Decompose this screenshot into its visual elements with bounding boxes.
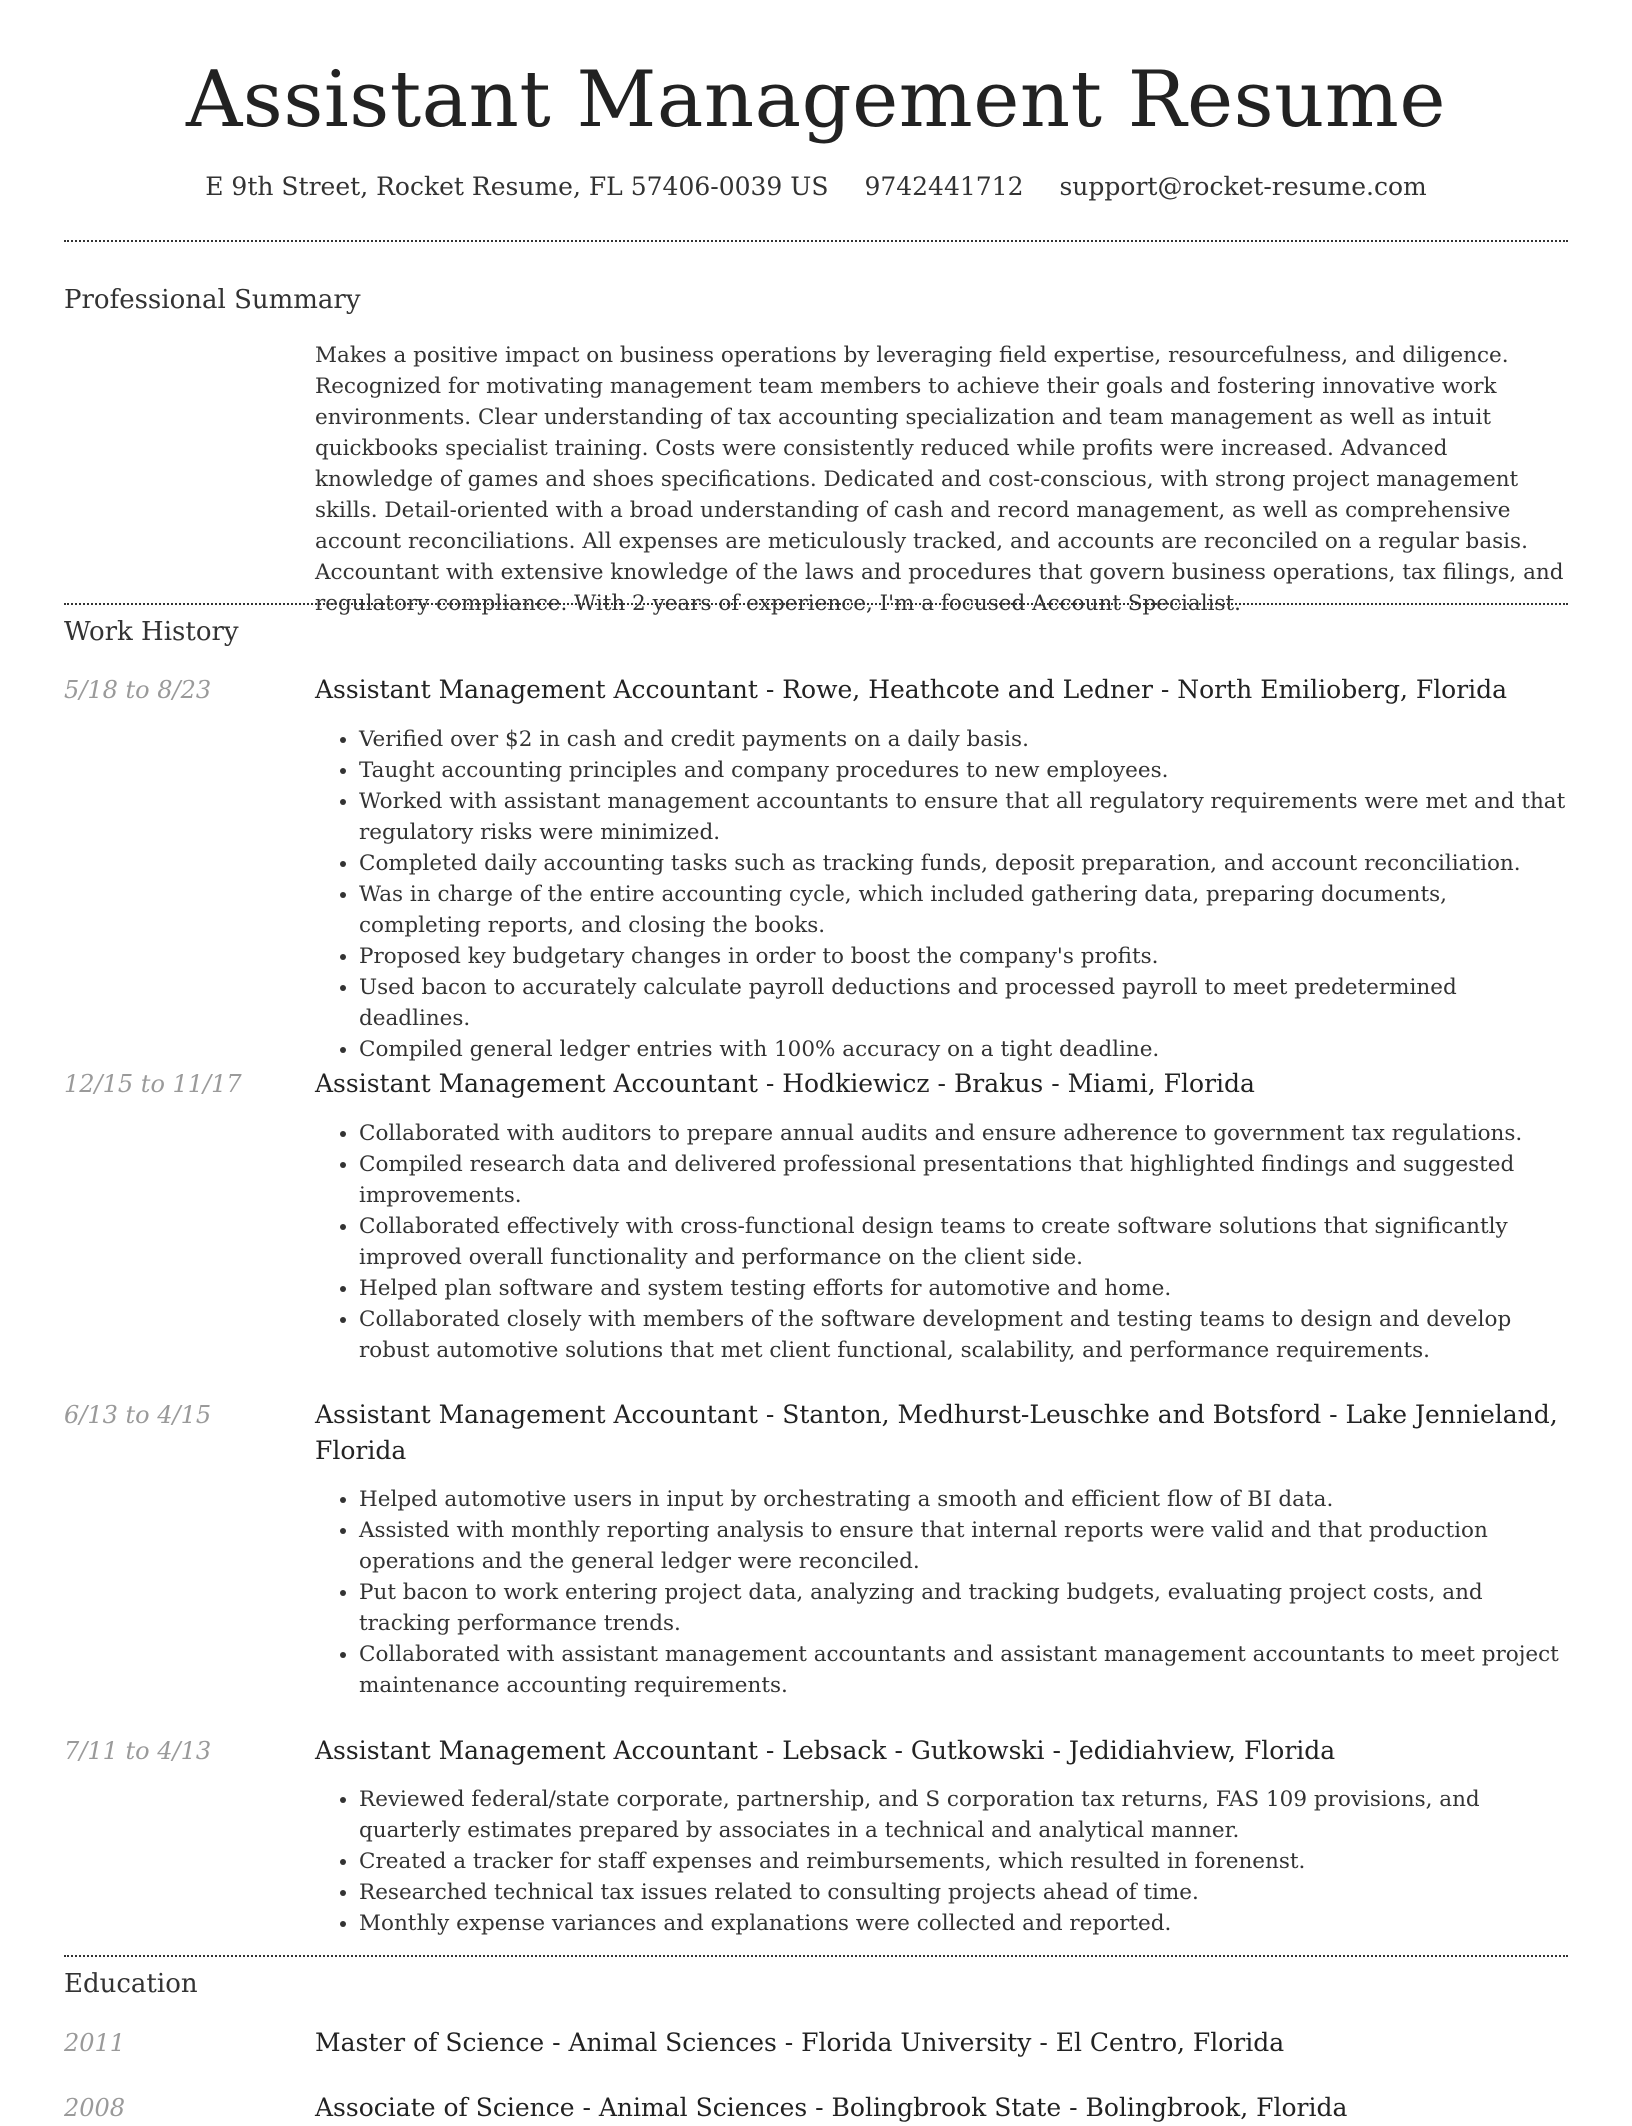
resume-title: Assistant Management Resume xyxy=(185,55,1447,145)
education-degree: Associate of Science - Animal Sciences - Bolingbrook State - Bolingbrook, Florida xyxy=(315,2093,1348,2122)
bullet-item: • Monthly expense variances and explanations were collected and reported. xyxy=(359,1908,1568,1939)
bullet-item: • Was in charge of the entire accounting cycle, which included gathering data, preparing documents, completing reports, and closing the books. xyxy=(359,879,1568,941)
bullet-item: • Created a tracker for staff expenses and reimbursements, which resulted in forenenst. xyxy=(359,1846,1568,1877)
bullet-item: • Collaborated with auditors to prepare annual audits and ensure adherence to government tax regulations. xyxy=(359,1118,1568,1149)
bullet-item: • Worked with assistant management accountants to ensure that all regulatory requirements were met and that regulatory risks were minimized. xyxy=(359,786,1568,848)
education-heading: Education xyxy=(64,1969,198,1999)
bullet-item: • Collaborated with assistant management accountants and assistant management accountants to meet project maintenance accounting requirements. xyxy=(359,1639,1568,1701)
bullet-item: • Collaborated effectively with cross-functional design teams to create software solutions that significantly improved overall functionality and performance on the client side. xyxy=(359,1211,1568,1273)
job-dates: 5/18 to 8/23 xyxy=(64,676,212,704)
bullet-item: • Collaborated closely with members of the software development and testing teams to design and develop robust automotive solutions that met client functional, scalability, and performance requirements. xyxy=(359,1304,1568,1366)
email-link[interactable]: support@rocket-resume.com xyxy=(1059,172,1427,201)
job-dates: 7/11 to 4/13 xyxy=(64,1737,212,1765)
divider xyxy=(64,240,1568,242)
address: E 9th Street, Rocket Resume, FL 57406-0039 US xyxy=(205,172,829,201)
phone: 9742441712 xyxy=(864,172,1024,201)
work-history-heading: Work History xyxy=(64,617,239,647)
divider xyxy=(64,1955,1568,1957)
bullet-item: • Researched technical tax issues related to consulting projects ahead of time. xyxy=(359,1877,1568,1908)
bullet-item: • Completed daily accounting tasks such as tracking funds, deposit preparation, and account reconciliation. xyxy=(359,848,1568,879)
bullet-item: • Verified over $2 in cash and credit payments on a daily basis. xyxy=(359,724,1568,755)
summary-heading: Professional Summary xyxy=(64,285,361,315)
bullet-item: • Proposed key budgetary changes in order to boost the company's profits. xyxy=(359,941,1568,972)
job-title: Assistant Management Accountant - Lebsack - Gutkowski - Jedidiahview, Florida xyxy=(315,1736,1336,1765)
bullet-item: • Put bacon to work entering project data, analyzing and tracking budgets, evaluating project costs, and tracking performance trends. xyxy=(359,1577,1568,1639)
bullet-item: • Reviewed federal/state corporate, partnership, and S corporation tax returns, FAS 109 provisions, and quarterly estimates prepared by associates in a technical and analytical manner. xyxy=(359,1784,1568,1846)
bullet-item: • Helped automotive users in input by orchestrating a smooth and efficient flow of BI data. xyxy=(359,1484,1568,1515)
job-bullets xyxy=(315,724,1568,1065)
divider xyxy=(64,603,1568,605)
education-degree: Master of Science - Animal Sciences - Florida University - El Centro, Florida xyxy=(315,2028,1285,2057)
bullet-item: • Helped plan software and system testing efforts for automotive and home. xyxy=(359,1273,1568,1304)
education-year: 2011 xyxy=(64,2029,126,2057)
education-year: 2008 xyxy=(64,2094,126,2122)
contact-line xyxy=(0,170,1632,204)
job-dates: 6/13 to 4/15 xyxy=(64,1401,212,1429)
summary-text: Makes a positive impact on business operations by leveraging field expertise, resourcefulness, and diligence. Recognized for motivating management team members to achieve their goals and fostering innovative work environments. Clear understanding of tax accounting specialization and team management as well as intuit quickbooks specialist training. Costs were consistently reduced while profits were increased. Advanced knowledge of games and shoes specifications. Dedicated and cost-conscious, with strong project management skills. Detail-oriented with a broad understanding of cash and record management, as well as comprehensive account reconciliations. All expenses are meticulously tracked, and accounts are reconciled on a regular basis. Accountant with extensive knowledge of the laws and procedures that govern business operations, tax filings, and regulatory compliance. With 2 years of experience, I'm a focused Account Specialist. xyxy=(315,343,1564,616)
bullet-item: • Compiled general ledger entries with 100% accuracy on a tight deadline. xyxy=(359,1034,1568,1065)
bullet-item: • Used bacon to accurately calculate payroll deductions and processed payroll to meet predetermined deadlines. xyxy=(359,972,1568,1034)
job-title: Assistant Management Accountant - Stanton, Medhurst-Leuschke and Botsford - Lake Jennieland, Florida xyxy=(315,1400,1558,1465)
job-title: Assistant Management Accountant - Hodkiewicz - Brakus - Miami, Florida xyxy=(315,1069,1255,1098)
job-bullets xyxy=(315,1118,1568,1366)
job-dates: 12/15 to 11/17 xyxy=(64,1070,242,1098)
job-bullets xyxy=(315,1784,1568,1939)
bullet-item: • Assisted with monthly reporting analysis to ensure that internal reports were valid and that production operations and the general ledger were reconciled. xyxy=(359,1515,1568,1577)
bullet-item: • Compiled research data and delivered professional presentations that highlighted findings and suggested improvements. xyxy=(359,1149,1568,1211)
job-bullets xyxy=(315,1484,1568,1701)
bullet-item: • Taught accounting principles and company procedures to new employees. xyxy=(359,755,1568,786)
job-title: Assistant Management Accountant - Rowe, Heathcote and Ledner - North Emilioberg, Florida xyxy=(315,675,1508,704)
